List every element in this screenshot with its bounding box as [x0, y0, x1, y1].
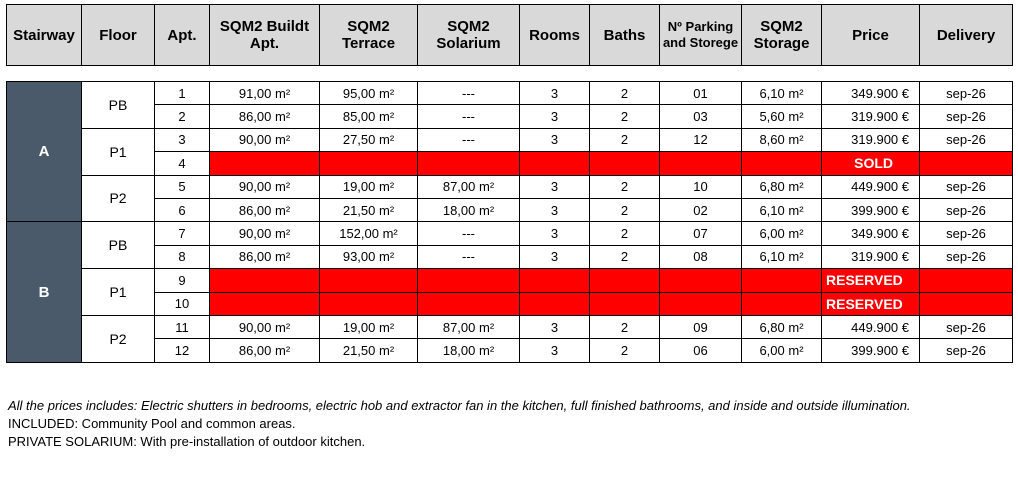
status-fill-cell [320, 292, 418, 315]
price-cell: 399.900 € [822, 339, 920, 362]
status-fill-cell [742, 269, 822, 292]
col-header-delivery: Delivery [920, 5, 1013, 66]
terrace-cell: 152,00 m² [320, 222, 418, 245]
table-row [7, 245, 1013, 268]
baths-cell: 2 [590, 245, 660, 268]
terrace-cell: 19,00 m² [320, 315, 418, 338]
storage-cell: 6,00 m² [742, 339, 822, 362]
storage-cell: 6,10 m² [742, 82, 822, 105]
col-header-price: Price [822, 5, 920, 66]
terrace-cell: 93,00 m² [320, 245, 418, 268]
col-header-rooms: Rooms [520, 5, 590, 66]
storage-cell: 6,10 m² [742, 245, 822, 268]
solarium-cell: 87,00 m² [418, 175, 520, 198]
status-fill-cell [210, 292, 320, 315]
storage-cell: 5,60 m² [742, 105, 822, 128]
floor-cell: PB [82, 82, 155, 129]
table-row [7, 105, 1013, 128]
terrace-cell: 21,50 m² [320, 339, 418, 362]
table-row [7, 128, 1013, 151]
parking-cell: 01 [660, 82, 742, 105]
parking-cell: 09 [660, 315, 742, 338]
status-fill-cell [210, 269, 320, 292]
col-header-terrace: SQM2 Terrace [320, 5, 418, 66]
solarium-cell: 18,00 m² [418, 198, 520, 221]
table-row [7, 222, 1013, 245]
baths-cell: 2 [590, 198, 660, 221]
delivery-cell: sep-26 [920, 175, 1013, 198]
floor-cell: P1 [82, 269, 155, 316]
rooms-cell: 3 [520, 315, 590, 338]
price-cell: 349.900 € [822, 222, 920, 245]
table-row [7, 198, 1013, 221]
status-fill-cell [520, 152, 590, 175]
stairway-cell: A [7, 82, 82, 222]
terrace-cell: 19,00 m² [320, 175, 418, 198]
built-cell: 91,00 m² [210, 82, 320, 105]
col-header-apt: Apt. [155, 5, 210, 66]
table-row [7, 82, 1013, 105]
rooms-cell: 3 [520, 82, 590, 105]
delivery-cell: sep-26 [920, 339, 1013, 362]
terrace-cell: 21,50 m² [320, 198, 418, 221]
status-fill-cell [590, 292, 660, 315]
parking-cell: 02 [660, 198, 742, 221]
apt-number-cell: 6 [155, 198, 210, 221]
built-cell: 86,00 m² [210, 339, 320, 362]
table-row [7, 269, 1013, 292]
solarium-cell: 18,00 m² [418, 339, 520, 362]
apt-number-cell: 11 [155, 315, 210, 338]
storage-cell: 6,10 m² [742, 198, 822, 221]
baths-cell: 2 [590, 105, 660, 128]
status-fill-cell [418, 152, 520, 175]
delivery-cell: sep-26 [920, 198, 1013, 221]
table-row [7, 339, 1013, 362]
baths-cell: 2 [590, 128, 660, 151]
status-fill-cell [520, 269, 590, 292]
storage-cell: 6,00 m² [742, 222, 822, 245]
status-fill-cell [742, 292, 822, 315]
floor-cell: P2 [82, 175, 155, 222]
apartments-table [6, 81, 1013, 363]
solarium-cell: --- [418, 128, 520, 151]
apt-number-cell: 4 [155, 152, 210, 175]
apt-number-cell: 10 [155, 292, 210, 315]
col-header-solarium: SQM2 Solarium [418, 5, 520, 66]
storage-cell: 6,80 m² [742, 315, 822, 338]
status-fill-cell [920, 292, 1013, 315]
status-fill-cell [520, 292, 590, 315]
price-cell: 319.900 € [822, 105, 920, 128]
rooms-cell: 3 [520, 175, 590, 198]
header-table [6, 4, 1013, 66]
status-fill-cell [660, 292, 742, 315]
table-row [7, 292, 1013, 315]
table-row [7, 315, 1013, 338]
rooms-cell: 3 [520, 128, 590, 151]
solarium-cell: --- [418, 222, 520, 245]
status-label: SOLD [822, 152, 920, 175]
parking-cell: 06 [660, 339, 742, 362]
built-cell: 90,00 m² [210, 128, 320, 151]
apt-number-cell: 9 [155, 269, 210, 292]
delivery-cell: sep-26 [920, 315, 1013, 338]
built-cell: 86,00 m² [210, 105, 320, 128]
status-label: RESERVED [822, 292, 920, 315]
status-fill-cell [320, 152, 418, 175]
delivery-cell: sep-26 [920, 245, 1013, 268]
terrace-cell: 85,00 m² [320, 105, 418, 128]
parking-cell: 12 [660, 128, 742, 151]
notes [8, 398, 988, 450]
apt-number-cell: 1 [155, 82, 210, 105]
price-cell: 349.900 € [822, 82, 920, 105]
storage-cell: 8,60 m² [742, 128, 822, 151]
col-header-parking: Nº Parking and Storege [660, 5, 742, 66]
status-fill-cell [660, 152, 742, 175]
note-private-solarium: PRIVATE SOLARIUM: With pre-installation of outdoor kitchen. [8, 434, 366, 449]
status-fill-cell [320, 269, 418, 292]
baths-cell: 2 [590, 175, 660, 198]
status-fill-cell [418, 292, 520, 315]
terrace-cell: 95,00 m² [320, 82, 418, 105]
terrace-cell: 27,50 m² [320, 128, 418, 151]
solarium-cell: --- [418, 105, 520, 128]
price-cell: 319.900 € [822, 128, 920, 151]
apt-number-cell: 2 [155, 105, 210, 128]
parking-cell: 10 [660, 175, 742, 198]
status-fill-cell [210, 152, 320, 175]
floor-cell: PB [82, 222, 155, 269]
parking-cell: 08 [660, 245, 742, 268]
solarium-cell: --- [418, 82, 520, 105]
apt-number-cell: 5 [155, 175, 210, 198]
solarium-cell: 87,00 m² [418, 315, 520, 338]
status-fill-cell [742, 152, 822, 175]
floor-cell: P1 [82, 128, 155, 175]
table-row [7, 152, 1013, 175]
col-header-floor: Floor [82, 5, 155, 66]
note-included: INCLUDED: Community Pool and common areas. [8, 416, 296, 431]
status-fill-cell [590, 152, 660, 175]
built-cell: 90,00 m² [210, 222, 320, 245]
built-cell: 90,00 m² [210, 315, 320, 338]
delivery-cell: sep-26 [920, 222, 1013, 245]
storage-cell: 6,80 m² [742, 175, 822, 198]
rooms-cell: 3 [520, 245, 590, 268]
apt-number-cell: 7 [155, 222, 210, 245]
col-header-storage: SQM2 Storage [742, 5, 822, 66]
built-cell: 86,00 m² [210, 198, 320, 221]
baths-cell: 2 [590, 315, 660, 338]
parking-cell: 07 [660, 222, 742, 245]
rooms-cell: 3 [520, 105, 590, 128]
price-cell: 449.900 € [822, 175, 920, 198]
table-row [7, 175, 1013, 198]
price-cell: 399.900 € [822, 198, 920, 221]
price-cell: 319.900 € [822, 245, 920, 268]
col-header-baths: Baths [590, 5, 660, 66]
delivery-cell: sep-26 [920, 82, 1013, 105]
status-fill-cell [660, 269, 742, 292]
solarium-cell: --- [418, 245, 520, 268]
built-cell: 86,00 m² [210, 245, 320, 268]
apt-number-cell: 3 [155, 128, 210, 151]
status-fill-cell [418, 269, 520, 292]
apt-number-cell: 12 [155, 339, 210, 362]
delivery-cell: sep-26 [920, 105, 1013, 128]
delivery-cell: sep-26 [920, 128, 1013, 151]
note-prices-include: All the prices includes: Electric shutters in bedrooms, electric hob and extractor fan in the kitchen, full finished bathrooms, and inside and outside illumination. [8, 398, 911, 413]
stairway-cell: B [7, 222, 82, 362]
built-cell: 90,00 m² [210, 175, 320, 198]
status-label: RESERVED [822, 269, 920, 292]
status-fill-cell [590, 269, 660, 292]
rooms-cell: 3 [520, 198, 590, 221]
rooms-cell: 3 [520, 339, 590, 362]
baths-cell: 2 [590, 82, 660, 105]
status-fill-cell [920, 269, 1013, 292]
col-header-stairway: Stairway [7, 5, 82, 66]
price-cell: 449.900 € [822, 315, 920, 338]
baths-cell: 2 [590, 339, 660, 362]
parking-cell: 03 [660, 105, 742, 128]
baths-cell: 2 [590, 222, 660, 245]
rooms-cell: 3 [520, 222, 590, 245]
floor-cell: P2 [82, 315, 155, 362]
status-fill-cell [920, 152, 1013, 175]
apt-number-cell: 8 [155, 245, 210, 268]
col-header-built: SQM2 Buildt Apt. [210, 5, 320, 66]
